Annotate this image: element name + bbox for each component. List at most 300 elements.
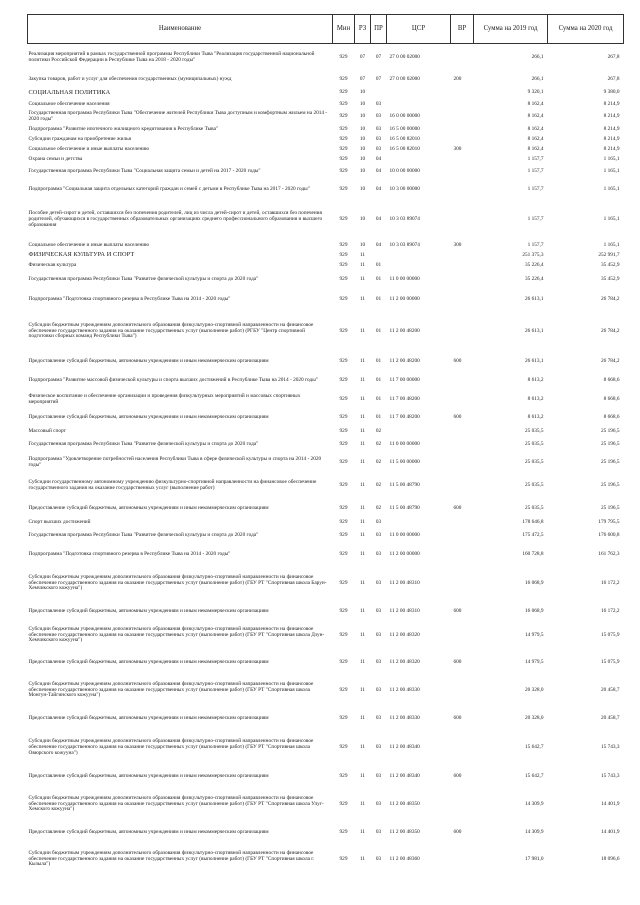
- cell-rz: 11: [359, 481, 366, 488]
- table-row: [28, 110, 624, 125]
- cell-vr: [451, 289, 474, 311]
- cell-sum-2019: 8 613,2: [527, 396, 544, 403]
- cell-pr: 02: [375, 504, 382, 511]
- cell-min: 929: [339, 607, 348, 614]
- cell-sum-2020: 16 172,2: [600, 607, 620, 614]
- cell-pr: 04: [375, 241, 382, 248]
- cell-vr: [451, 87, 474, 100]
- cell-sum-2020: 26 784,2: [600, 295, 620, 302]
- cell-sum-2020: 1 165,1: [603, 155, 620, 162]
- cell-name: Подпрограмма "Подготовка спортивного резерва в Республике Тыва на 2014 - 2020 годы": [28, 295, 231, 302]
- table-row: [28, 707, 624, 732]
- cell-vr: 600: [453, 504, 462, 511]
- cell-pr: 03: [375, 686, 382, 693]
- col-header-pr: ПР: [371, 15, 387, 44]
- cell-name: Реализация мероприятий в рамках государственной программы Республики Тыва "Реализация государственной национальной политики Российской Федерации в Республике Тыва на 2018 - 2020 годы": [28, 51, 315, 64]
- cell-sum-2020: 25 196,5: [600, 458, 620, 465]
- cell-csr: 11 2 00 48340: [389, 744, 420, 751]
- cell-sum-2020: 26 784,2: [600, 327, 620, 334]
- cell-pr: [371, 251, 387, 261]
- cell-csr: [387, 427, 451, 437]
- cell-sum-2019: 8 162,4: [527, 100, 544, 107]
- cell-vr: [451, 675, 474, 707]
- cell-pr: 03: [375, 631, 382, 638]
- cell-min: 929: [339, 550, 348, 557]
- col-header-2019: Сумма на 2019 год: [474, 15, 548, 44]
- cell-rz: 07: [359, 54, 366, 61]
- cell-sum-2019: 14 979,5: [524, 631, 544, 638]
- cell-vr: 600: [453, 358, 462, 365]
- cell-csr: 11 2 00 48200: [389, 327, 420, 334]
- cell-vr: [451, 135, 474, 145]
- cell-vr: [451, 125, 474, 135]
- cell-rz: 11: [359, 295, 366, 302]
- cell-sum-2019: 25 035,5: [524, 427, 544, 434]
- cell-pr: 03: [375, 715, 382, 722]
- cell-sum-2020: 8 668,6: [603, 396, 620, 403]
- cell-min: 929: [339, 327, 348, 334]
- cell-csr: 11 7 00 48200: [389, 414, 420, 421]
- table-row: [28, 500, 624, 518]
- cell-sum-2020: 16 172,2: [600, 579, 620, 586]
- cell-name: ФИЗИЧЕСКАЯ КУЛЬТУРА И СПОРТ: [28, 251, 135, 259]
- cell-csr: 11 2 00 48360: [389, 855, 420, 862]
- cell-name: Пособие детей-сирот и детей, оставшихся без попечения родителей, лиц из числа детей-сирот и детей, оставшихся без попечения родителей, обучающихся в государственных образовательных организациях среднего профессионального образования и высшего образования: [28, 210, 323, 228]
- cell-min: 929: [339, 686, 348, 693]
- cell-csr: [387, 100, 451, 110]
- cell-name: Государственная программа Республики Тыва "Социальная защита семьи и детей на 2017 - 2020 годы": [28, 168, 261, 175]
- cell-min: 929: [339, 800, 348, 807]
- cell-vr: [451, 732, 474, 765]
- cell-sum-2020: 267,8: [607, 54, 620, 61]
- cell-sum-2020: 1 165,1: [603, 241, 620, 248]
- cell-pr: 02: [375, 458, 382, 465]
- cell-vr: [451, 545, 474, 565]
- cell-name: Субсидии государственному автономному учреждению физкультурно-спортивной направленности на финансовое обеспечение государственного задания на оказание государственных услуг (выполнение работ): [28, 478, 317, 491]
- cell-csr: 11 2 00 48340: [389, 772, 420, 779]
- cell-sum-2020: 25 196,5: [600, 441, 620, 448]
- cell-min: 929: [339, 358, 348, 365]
- cell-csr: [387, 87, 451, 100]
- cell-sum-2019: 266,1: [531, 75, 544, 82]
- cell-pr: 03: [375, 145, 382, 152]
- cell-name: СОЦИАЛЬНАЯ ПОЛИТИКА: [28, 88, 111, 96]
- cell-min: 929: [339, 125, 348, 132]
- table-row: [28, 621, 624, 651]
- cell-sum-2019: 16 068,9: [524, 579, 544, 586]
- cell-sum-2019: 9 320,1: [527, 89, 544, 96]
- cell-sum-2019: 17 981,0: [524, 855, 544, 862]
- table-row: [28, 165, 624, 180]
- cell-name: Социальное обеспечение и иные выплаты населению: [28, 145, 150, 152]
- cell-name: Субсидии бюджетным учреждениям дополнительного образования физкультурно-спортивной направленности на финансовое обеспечение государственного задания на оказание государственных услуг (выполнение работ) (ГБУ РТ "Спортивная школа Овюрского кожууна"): [28, 738, 314, 756]
- cell-csr: 11 2 00 48330: [389, 715, 420, 722]
- cell-pr: 03: [375, 579, 382, 586]
- cell-sum-2019: 25 035,5: [524, 441, 544, 448]
- cell-rz: 10: [359, 135, 366, 142]
- cell-min: 929: [339, 481, 348, 488]
- cell-csr: 10 3 00 00000: [389, 185, 420, 192]
- cell-min: 929: [339, 145, 348, 152]
- table-row: [28, 241, 624, 251]
- cell-rz: 11: [359, 800, 366, 807]
- table-row: [28, 545, 624, 565]
- cell-sum-2019: 35 226,4: [524, 275, 544, 282]
- table-row: [28, 289, 624, 311]
- cell-sum-2020: 25 196,5: [600, 504, 620, 511]
- table-row: [28, 410, 624, 427]
- table-row: [28, 44, 624, 73]
- table-row: [28, 427, 624, 437]
- cell-sum-2020: 1 165,1: [603, 168, 620, 175]
- cell-sum-2020: 252 991,7: [598, 251, 620, 258]
- cell-sum-2020: 1 165,1: [603, 216, 620, 223]
- cell-vr: [451, 271, 474, 289]
- cell-rz: 11: [359, 772, 366, 779]
- cell-rz: 11: [359, 327, 366, 334]
- cell-min: 929: [339, 135, 348, 142]
- cell-csr: [387, 155, 451, 165]
- cell-min: 929: [339, 658, 348, 665]
- cell-sum-2019: 1 157,7: [527, 241, 544, 248]
- cell-pr: 03: [375, 113, 382, 120]
- table-header: [28, 15, 624, 44]
- cell-vr: [451, 437, 474, 454]
- cell-rz: 11: [359, 828, 366, 835]
- cell-rz: 11: [359, 261, 366, 268]
- cell-sum-2020: 1 165,1: [603, 185, 620, 192]
- cell-csr: 11 2 00 48330: [389, 686, 420, 693]
- cell-min: 929: [339, 295, 348, 302]
- cell-name: Подпрограмма "Социальная защита отдельных категорий граждан и семей с детьми в Республике Тыва на 2017 - 2020 годы": [28, 185, 310, 192]
- cell-sum-2020: 15 075,9: [600, 658, 620, 665]
- cell-csr: 11 5 00 48790: [389, 481, 420, 488]
- budget-table: [27, 14, 624, 875]
- cell-rz: 11: [359, 686, 366, 693]
- cell-pr: 03: [375, 744, 382, 751]
- cell-sum-2019: 14 979,5: [524, 658, 544, 665]
- cell-pr: 03: [375, 855, 382, 862]
- table-row: [28, 565, 624, 603]
- cell-name: Государственная программа Республики Тыва "Развитие физической культуры и спорта до 2020 года": [28, 275, 259, 282]
- cell-vr: 600: [453, 658, 462, 665]
- cell-min: 929: [339, 216, 348, 223]
- cell-pr: 03: [375, 532, 382, 539]
- cell-min: 929: [339, 414, 348, 421]
- cell-csr: 11 2 00 48200: [389, 358, 420, 365]
- cell-rz: 11: [359, 855, 366, 862]
- cell-vr: [451, 528, 474, 545]
- cell-csr: 11 2 00 00000: [389, 550, 420, 557]
- table-row: [28, 180, 624, 200]
- col-header-2020: Сумма на 2020 год: [548, 15, 624, 44]
- cell-pr: 01: [375, 358, 382, 365]
- table-row: [28, 135, 624, 145]
- cell-name: Предоставление субсидий бюджетным, автономным учреждениям и иным некоммерческим организациям: [28, 772, 269, 779]
- cell-name: Предоставление субсидий бюджетным, автономным учреждениям и иным некоммерческим организациям: [28, 504, 269, 511]
- cell-pr: 02: [375, 427, 382, 434]
- cell-pr: 07: [375, 54, 382, 61]
- cell-sum-2020: 20 458,7: [600, 686, 620, 693]
- cell-rz: 11: [359, 658, 366, 665]
- cell-sum-2019: 25 035,5: [524, 458, 544, 465]
- cell-sum-2019: 15 642,7: [524, 772, 544, 779]
- cell-rz: 11: [359, 396, 366, 403]
- cell-min: 929: [339, 168, 348, 175]
- cell-sum-2019: 15 642,7: [524, 744, 544, 751]
- cell-rz: 11: [359, 532, 366, 539]
- table-row: [28, 125, 624, 135]
- cell-pr: 01: [375, 295, 382, 302]
- cell-rz: 11: [359, 715, 366, 722]
- cell-pr: 03: [375, 125, 382, 132]
- cell-sum-2020: 26 784,2: [600, 358, 620, 365]
- cell-min: 929: [339, 185, 348, 192]
- cell-sum-2020: 15 075,9: [600, 631, 620, 638]
- cell-min: 929: [339, 75, 348, 82]
- cell-sum-2020: 9 380,0: [603, 89, 620, 96]
- table-row: [28, 518, 624, 528]
- cell-vr: [451, 789, 474, 821]
- cell-pr: 03: [375, 828, 382, 835]
- table-row: [28, 87, 624, 100]
- cell-pr: 04: [375, 155, 382, 162]
- table-row: [28, 765, 624, 789]
- cell-vr: 200: [453, 75, 462, 82]
- cell-vr: 600: [453, 828, 462, 835]
- cell-vr: 300: [453, 241, 462, 248]
- cell-name: Субсидии бюджетным учреждениям дополнительного образования физкультурно-спортивной направленности на финансовое обеспечение государственного задания на оказание государственных услуг (выполнение работ) (ГБУ РТ "Спортивная школа Барун-Хемчикского кожууна"): [28, 573, 327, 592]
- cell-sum-2019: 14 309,9: [524, 800, 544, 807]
- cell-name: Предоставление субсидий бюджетным, автономным учреждениям и иным некоммерческим организациям: [28, 358, 269, 365]
- cell-sum-2019: 175 472,5: [522, 532, 544, 539]
- col-header-name: Наименование: [28, 15, 333, 44]
- cell-vr: [451, 372, 474, 391]
- table-row: [28, 372, 624, 391]
- table-row: [28, 391, 624, 410]
- cell-sum-2019: 251 375,3: [522, 251, 544, 258]
- cell-name: Субсидии бюджетным учреждениям дополнительного образования физкультурно-спортивной направленности на финансовое обеспечение государственного задания на оказание государственных услуг (выполнение работ) (ГБУ РТ "Спортивная школа г. Кызыла"): [28, 849, 315, 868]
- cell-sum-2020: 8 668,6: [603, 414, 620, 421]
- table-row: [28, 651, 624, 675]
- cell-min: 929: [339, 155, 348, 162]
- cell-sum-2020: 14 401,9: [600, 828, 620, 835]
- cell-rz: 11: [359, 377, 366, 384]
- table-row: [28, 437, 624, 454]
- cell-rz: 10: [359, 155, 366, 162]
- cell-vr: [451, 110, 474, 125]
- cell-sum-2019: 8 162,4: [527, 125, 544, 132]
- cell-min: 929: [339, 532, 348, 539]
- table-row: [28, 732, 624, 765]
- cell-min: 929: [339, 396, 348, 403]
- cell-pr: 07: [375, 75, 382, 82]
- cell-pr: 03: [375, 658, 382, 665]
- cell-sum-2019: 8 162,4: [527, 113, 544, 120]
- cell-sum-2019: 25 035,5: [524, 504, 544, 511]
- cell-pr: 01: [375, 261, 382, 268]
- cell-vr: [451, 391, 474, 410]
- cell-min: 929: [339, 504, 348, 511]
- cell-name: Социальное обеспечение и иные выплаты населению: [28, 241, 150, 248]
- cell-sum-2019: 1 157,7: [527, 168, 544, 175]
- cell-csr: 11 2 00 48310: [389, 607, 420, 614]
- cell-sum-2020: 8 214,9: [603, 113, 620, 120]
- cell-pr: 03: [375, 800, 382, 807]
- cell-vr: 600: [453, 772, 462, 779]
- cell-min: 929: [339, 744, 348, 751]
- cell-vr: [451, 100, 474, 110]
- table-row: [28, 271, 624, 289]
- cell-csr: [387, 251, 451, 261]
- cell-rz: 11: [359, 518, 366, 525]
- cell-min: 929: [339, 261, 348, 268]
- cell-rz: 10: [359, 125, 366, 132]
- cell-vr: [451, 472, 474, 500]
- cell-min: 929: [339, 458, 348, 465]
- cell-csr: 11 0 00 00000: [389, 275, 420, 282]
- cell-min: 929: [339, 100, 348, 107]
- cell-sum-2019: 8 162,4: [527, 145, 544, 152]
- cell-vr: [451, 251, 474, 261]
- cell-sum-2020: 8 214,9: [603, 100, 620, 107]
- cell-sum-2020: 8 668,6: [603, 377, 620, 384]
- cell-name: Предоставление субсидий бюджетным, автономным учреждениям и иным некоммерческим организациям: [28, 658, 269, 665]
- cell-vr: 300: [453, 145, 462, 152]
- cell-vr: [451, 621, 474, 651]
- cell-pr: 04: [375, 185, 382, 192]
- cell-rz: 11: [359, 441, 366, 448]
- cell-sum-2019: 25 035,5: [524, 481, 544, 488]
- cell-csr: 11 0 00 00000: [389, 532, 420, 539]
- cell-sum-2020: 161 762,3: [598, 550, 620, 557]
- cell-pr: 03: [375, 772, 382, 779]
- table-row: [28, 73, 624, 87]
- cell-csr: 27 0 00 02000: [389, 75, 420, 82]
- cell-name: Физическая культура: [28, 261, 77, 268]
- cell-vr: [451, 44, 474, 73]
- cell-sum-2020: 15 743,3: [600, 772, 620, 779]
- table-row: [28, 454, 624, 472]
- cell-csr: [387, 261, 451, 271]
- cell-pr: [371, 87, 387, 100]
- cell-sum-2019: 14 309,9: [524, 828, 544, 835]
- cell-rz: 11: [359, 744, 366, 751]
- cell-min: 929: [339, 377, 348, 384]
- table-row: [28, 353, 624, 372]
- cell-name: Государственная программа Республики Тыва "Развитие физической культуры и спорта до 2020 года": [28, 441, 259, 448]
- cell-sum-2020: 179 795,5: [598, 518, 620, 525]
- col-header-csr: ЦСР: [387, 15, 451, 44]
- cell-min: 929: [339, 275, 348, 282]
- cell-sum-2019: 8 162,4: [527, 135, 544, 142]
- cell-rz: 10: [359, 241, 366, 248]
- cell-rz: 11: [359, 550, 366, 557]
- cell-rz: 11: [359, 414, 366, 421]
- cell-csr: 10 3 03 89074: [389, 216, 420, 223]
- cell-name: Подпрограмма "Развитие массовой физической культуры и спорта высших достижений в Республике Тыва на 2014 - 2020 годы": [28, 377, 318, 384]
- cell-min: 929: [339, 828, 348, 835]
- table-row: [28, 675, 624, 707]
- cell-csr: 11 5 00 48790: [389, 504, 420, 511]
- table-body: [28, 44, 624, 875]
- cell-name: Субсидии бюджетным учреждениям дополнительного образования физкультурно-спортивной направленности на финансовое обеспечение государственного задания на оказание государственных услуг (выполнение работ) (ГБУ РТ "Спортивная школа Монгун-Тайгинского кожууна"): [28, 680, 314, 699]
- cell-name: Подпрограмма "Развитие ипотечного жилищного кредитования в Республике Тыва": [28, 125, 219, 132]
- cell-min: 929: [339, 54, 348, 61]
- cell-min: 929: [339, 855, 348, 862]
- cell-pr: 03: [375, 135, 382, 142]
- cell-csr: 16 5 00 00000: [389, 125, 420, 132]
- cell-name: Физическое воспитание и обеспечение организации и проведения физкультурных мероприятий и массовых спортивных мероприятий: [28, 393, 301, 405]
- cell-min: 929: [339, 772, 348, 779]
- cell-name: Субсидии бюджетным учреждениям дополнительного образования физкультурно-спортивной направленности на финансовое обеспечение государственного задания на оказание государственных услуг (выполнение работ) (ГБУ РТ "Спортивная школа Улуг-Хемского кожууна"): [28, 794, 324, 813]
- table-row: [28, 311, 624, 353]
- cell-vr: [451, 845, 474, 875]
- cell-csr: 27 0 00 02000: [389, 54, 420, 61]
- cell-csr: 11 2 00 48350: [389, 800, 420, 807]
- cell-sum-2019: 8 613,2: [527, 377, 544, 384]
- col-header-min: Мин: [333, 15, 355, 44]
- cell-min: 929: [339, 579, 348, 586]
- cell-vr: [451, 311, 474, 353]
- cell-vr: [451, 200, 474, 241]
- cell-vr: [451, 165, 474, 180]
- cell-csr: 11 2 00 48320: [389, 631, 420, 638]
- table-row: [28, 155, 624, 165]
- cell-sum-2020: 18 096,6: [600, 855, 620, 862]
- cell-min: 929: [339, 631, 348, 638]
- cell-name: Спорт высших достижений: [28, 518, 91, 525]
- cell-rz: 07: [359, 75, 366, 82]
- table-row: [28, 821, 624, 845]
- cell-sum-2020: 15 743,3: [600, 744, 620, 751]
- cell-pr: 02: [375, 481, 382, 488]
- cell-sum-2019: 8 613,2: [527, 414, 544, 421]
- cell-rz: 11: [359, 275, 366, 282]
- cell-rz: 11: [359, 579, 366, 586]
- table-row: [28, 200, 624, 241]
- cell-rz: 10: [359, 185, 366, 192]
- table-row: [28, 603, 624, 621]
- cell-rz: 10: [359, 168, 366, 175]
- cell-vr: 600: [453, 607, 462, 614]
- cell-sum-2019: 20 328,0: [524, 686, 544, 693]
- cell-rz: 11: [359, 358, 366, 365]
- cell-sum-2019: 1 157,7: [527, 216, 544, 223]
- cell-sum-2019: 35 226,4: [524, 261, 544, 268]
- cell-sum-2020: 8 214,9: [603, 135, 620, 142]
- cell-sum-2019: 26 613,1: [524, 295, 544, 302]
- cell-csr: 16 0 00 00000: [389, 113, 420, 120]
- cell-name: Подпрограмма "Удовлетворение потребностей населения Республики Тыва в сфере физической культуры и спорта на 2014 - 2020 годы": [28, 455, 322, 468]
- cell-sum-2020: 20 458,7: [600, 715, 620, 722]
- cell-name: Субсидии гражданам на приобретение жилья: [28, 135, 131, 142]
- cell-csr: 16 5 00 82010: [389, 145, 420, 152]
- cell-pr: 04: [375, 216, 382, 223]
- cell-min: 929: [339, 715, 348, 722]
- cell-vr: [451, 427, 474, 437]
- cell-rz: 11: [359, 427, 366, 434]
- cell-min: 929: [339, 427, 348, 434]
- cell-name: Субсидии бюджетным учреждениям дополнительного образования физкультурно-спортивной направленности на финансовое обеспечение государственного задания на оказание государственных услуг (выполнение работ) (ГБУ РТ "Спортивная школа Дзун-Хемчикского кожууна"): [28, 625, 325, 644]
- cell-sum-2020: 25 196,5: [600, 427, 620, 434]
- cell-rz: 11: [359, 631, 366, 638]
- cell-pr: 01: [375, 275, 382, 282]
- cell-csr: 10 0 00 00000: [389, 168, 420, 175]
- cell-name: Предоставление субсидий бюджетным, автономным учреждениям и иным некоммерческим организациям: [28, 414, 269, 421]
- cell-sum-2019: 178 646,8: [522, 518, 544, 525]
- cell-rz: 10: [359, 100, 366, 107]
